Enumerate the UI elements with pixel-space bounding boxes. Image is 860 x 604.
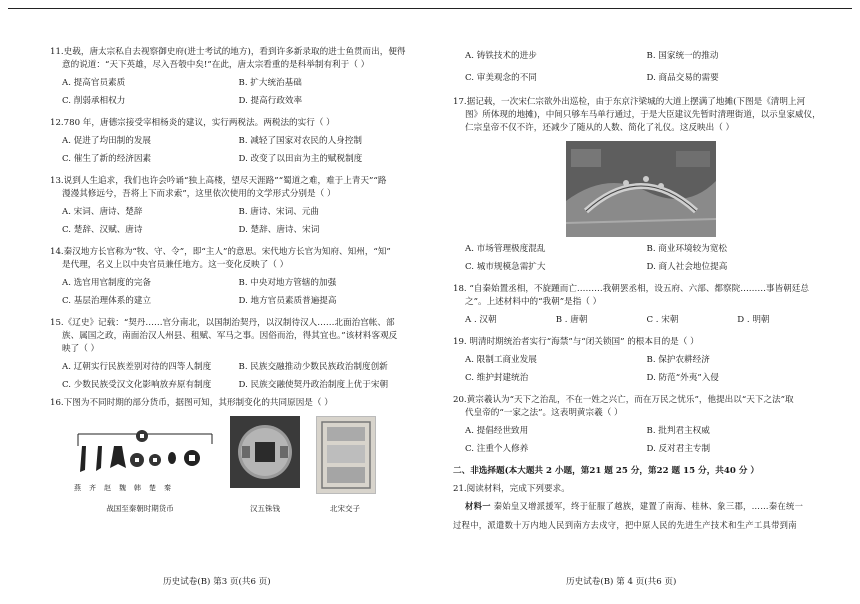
- question-17: [453, 96, 828, 274]
- question-14: [50, 246, 415, 308]
- q12-option-c: C. 催生了新的经济因素: [62, 154, 152, 164]
- q13-option-c: C. 楚辞、汉赋、唐诗: [62, 225, 143, 235]
- q16-stem: 16.下图为不同时期的部分货币，据图可知，其形制变化的共同原因是（ ）: [50, 398, 333, 408]
- q14-stem-cont: 是代理，名义上以中央官员兼任地方。这一变化反映了（ ）: [62, 260, 289, 270]
- q21-material-label: 材料一: [465, 501, 491, 511]
- question-12: [50, 117, 415, 166]
- question-16: [50, 397, 415, 516]
- right-column: [453, 50, 828, 532]
- left-page-footer: 历史试卷(B) 第3 页(共6 页): [163, 577, 271, 587]
- right-page-footer: 历史试卷(B) 第 4 页(共6 页): [566, 577, 677, 587]
- q19-option-d: D. 防范“外夷”入侵: [646, 373, 719, 383]
- q21-material-line2: 过程中，派遣数十万内地人民到南方去戍守，把中原人民的先进生产技术和生产工具带到南: [453, 520, 797, 530]
- question-11: [50, 46, 415, 108]
- q13-stem-cont: 漫漫其修远兮，吾将上下而求索”，这里依次使用的文学形式分别是（ ）: [62, 189, 336, 199]
- q14-option-b: B. 中央对地方管辖的加强: [238, 278, 337, 288]
- q16-options: [453, 50, 828, 85]
- question-20: [453, 394, 828, 456]
- q17-stem: 17.据记载，一次宋仁宗欲外出巡检，由于东京汴梁城的大道上摆满了地摊(下图是《清明上河: [453, 97, 806, 107]
- question-18: [453, 283, 828, 327]
- q11-option-a: A. 提高官员素质: [62, 78, 126, 88]
- caption-song-jiaozi: 北宋交子: [330, 504, 360, 513]
- q11-option-d: D. 提高行政效率: [238, 96, 303, 106]
- caption-han-wuzhu-coin: 汉五铢钱: [250, 504, 280, 513]
- q17-option-b: B. 商业环境较为宽松: [646, 244, 728, 254]
- currency-figures: [50, 416, 415, 516]
- q12-option-d: D. 改变了以田亩为主的赋税制度: [238, 154, 363, 164]
- q12-option-a: A. 促进了均田制的发展: [62, 136, 152, 146]
- q11-stem: 11.史载，唐太宗私自去视察御史府(进士考试的地方)，看到许多新录取的进士鱼贯而出，便得: [50, 47, 406, 57]
- q16-option-a: A. 铸铁技术的进步: [465, 51, 537, 61]
- q20-option-c: C. 注重个人修养: [465, 444, 529, 454]
- q21-material-line1: 秦始皇又增派援军，终于征服了越族，建置了南海、桂林、象三郡，……秦在统一: [490, 501, 804, 511]
- q13-option-b: B. 唐诗、宋词、元曲: [238, 207, 320, 217]
- q15-option-b: B. 民族交融推动少数民族政治制度创新: [238, 362, 388, 372]
- q18-stem-cont: 之”。上述材料中的“我朝”是指（ ）: [465, 297, 602, 307]
- question-15: [50, 317, 415, 392]
- coin-state-labels: 燕齐赵魏韩楚秦: [74, 484, 179, 492]
- q12-stem: 12.780 年，唐德宗接受宰相杨炎的建议，实行两税法。两税法的实行（ ）: [50, 118, 335, 128]
- top-rule: [8, 8, 852, 9]
- q20-stem: 20.黄宗羲认为“天下之治乱，不在一姓之兴亡，而在万民之忧乐”，他提出以“天下之法”取: [453, 395, 794, 405]
- q18-option-d: D . 明朝: [737, 315, 770, 325]
- q21-stem: 21.阅读材料，完成下列要求。: [453, 484, 570, 494]
- q11-option-c: C. 削弱承相权力: [62, 96, 126, 106]
- q21-material-1: [453, 500, 828, 513]
- q16-option-b: B. 国家统一的推动: [646, 51, 719, 61]
- q15-option-d: D. 民族交融使契丹政治制度上优于宋朝: [238, 380, 389, 390]
- q13-option-d: D. 楚辞、唐诗、宋词: [238, 225, 320, 235]
- question-19: [453, 336, 828, 385]
- q14-option-d: D. 地方官员素质普遍提高: [238, 296, 337, 306]
- q16-option-c: C. 审美观念的不同: [465, 73, 537, 83]
- qingming-scroll-image: [566, 141, 716, 237]
- q18-option-c: C . 宋朝: [646, 315, 679, 325]
- q11-stem-cont: 意的说道：“天下英雄，尽入吾彀中矣!”在此，唐太宗看重的是科举制有利于（ ）: [62, 60, 370, 70]
- q15-option-a: A. 辽朝实行民族差别对待的四等人制度: [62, 362, 212, 372]
- q14-option-c: C. 基层治理体系的建立: [62, 296, 152, 306]
- q14-stem: 14.秦汉地方长官称为“牧、守、令”，即“主人”的意思。宋代地方长官为知府、知州，“知”: [50, 247, 391, 257]
- section-heading-non-choice: 二、非选择题(本大题共 2 小题，第21 题 25 分，第22 题 15 分，共40 分 ）: [453, 466, 760, 476]
- left-column: [50, 46, 415, 516]
- caption-warring-states-coins: 战国至秦朝时期货币: [106, 504, 174, 513]
- q17-option-a: A. 市场管理极度混乱: [465, 244, 546, 254]
- q17-stem-cont2: 仁宗皇帝不仅不许，还减少了随从的人数、简化了礼仪。这反映出（ ）: [465, 123, 735, 133]
- han-wuzhu-coin-image: [230, 416, 300, 488]
- song-jiaozi-image: [316, 416, 376, 494]
- q20-option-d: D. 反对君主专制: [646, 444, 711, 454]
- q15-option-c: C. 少数民族受汉文化影响放弃原有制度: [62, 380, 212, 390]
- q15-stem-cont1: 族、属国之政，南面治汉人州县、租赋、军马之事。因俗而治，得其宜也。”该材料客观反: [62, 331, 398, 341]
- q20-option-a: A. 提倡经世致用: [465, 426, 529, 436]
- q12-option-b: B. 减轻了国家对农民的人身控制: [238, 136, 362, 146]
- q14-option-a: A. 选官用官制度的完备: [62, 278, 152, 288]
- q19-option-c: C. 维护封建统治: [465, 373, 529, 383]
- q20-option-b: B. 批判君主权威: [646, 426, 710, 436]
- q17-option-c: C. 城市规模急需扩大: [465, 262, 546, 272]
- q16-option-d: D. 商品交易的需要: [646, 73, 719, 83]
- warring-states-coins-image: [72, 428, 222, 490]
- q13-stem: 13.说到人生追求，我们也许会吟诵“独上高楼，望尽天涯路”“蜀道之难，难于上青天”“路: [50, 176, 387, 186]
- q13-option-a: A. 宋词、唐诗、楚辞: [62, 207, 143, 217]
- q15-stem-cont2: 映了（ ）: [62, 344, 100, 354]
- q17-option-d: D. 商人社会地位提高: [646, 262, 728, 272]
- question-13: [50, 175, 415, 237]
- q19-stem: 19. 明清时期统治者实行“海禁”与“闭关锁国” 的根本目的是（ ）: [453, 337, 699, 347]
- q19-option-b: B. 保护农耕经济: [646, 355, 710, 365]
- q17-stem-cont1: 图》所体现的地摊)，中间只够车马单行通过，于是大臣建议先暂时清理街道，以示皇家威仪，: [465, 110, 821, 120]
- q18-stem: 18. “自秦始置丞相，不旋踵而亡………我朝罢丞相，设五府、六部、都察院………事皆朝廷总: [453, 284, 809, 294]
- q20-stem-cont: 代皇帝的“一家之法”。这表明黄宗羲（ ）: [465, 408, 623, 418]
- q18-option-a: A . 汉朝: [465, 315, 497, 325]
- q19-option-a: A. 限制工商业发展: [465, 355, 537, 365]
- q15-stem: 15.《辽史》记载：“契丹……官分南北，以国制治契丹，以汉制待汉人……北面治宫帐、部: [50, 318, 395, 328]
- q11-option-b: B. 扩大统治基础: [238, 78, 302, 88]
- q18-option-b: B . 唐朝: [555, 315, 588, 325]
